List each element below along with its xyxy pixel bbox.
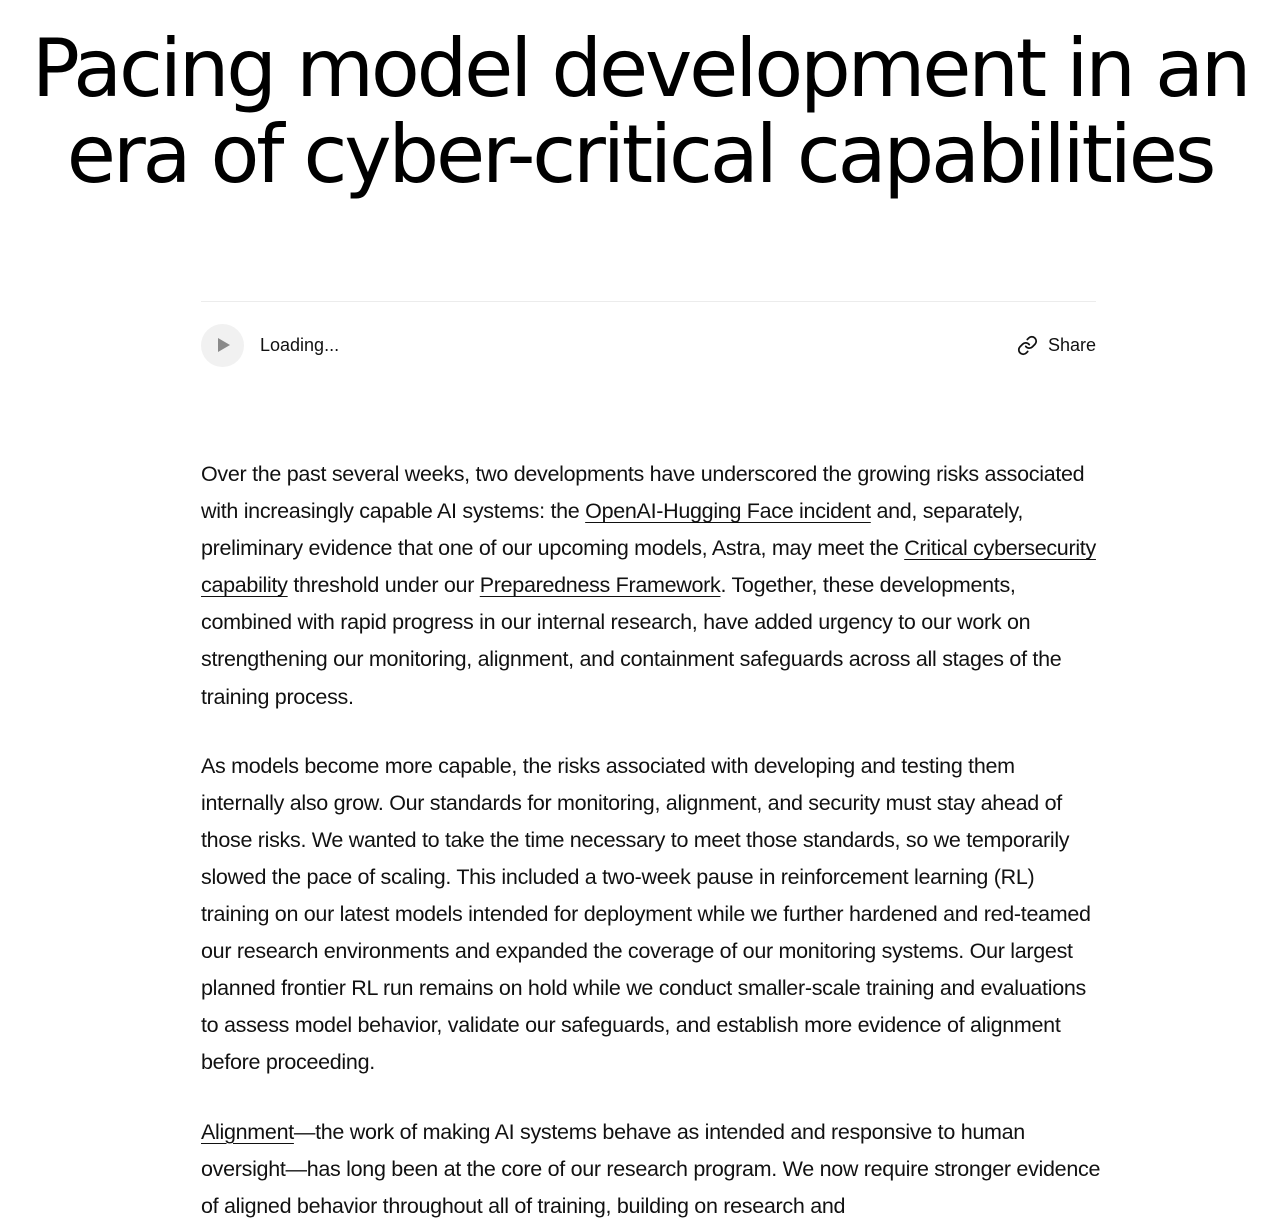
article-body — [201, 456, 1101, 1224]
link-alignment[interactable]: Alignment — [201, 1119, 294, 1144]
paragraph-text: . Together, these developments, combined with rapid progress in our internal research, have added urgency to our work on strengthening our monitoring, alignment, and containment safeguards across all stages of the training process. — [201, 573, 1062, 709]
share-label: Share — [1047, 334, 1096, 355]
paragraph-2: As models become more capable, the risks associated with developing and testing them internally also grow. Our standards for monitoring, alignment, and security must stay ahead of those risks. We wanted to take the time necessary to meet those standards, so we temporarily slowed the pace of scaling. This included a two-week pause in reinforcement learning (RL) training on our latest models intended for deployment while we further hardened and red-teamed our research environments and expanded the coverage of our monitoring systems. Our largest planned frontier RL run remains on hold while we conduct smaller-scale training and evaluations to assess model behavior, validate our safeguards, and establish more evidence of alignment before proceeding. — [201, 753, 1091, 1075]
link-critical-cybersecurity-capability[interactable]: Critical cybersecurity capability — [201, 536, 1096, 598]
link-openai-hugging-face-incident[interactable]: OpenAI-Hugging Face incident — [585, 499, 871, 524]
play-button[interactable] — [201, 324, 244, 367]
paragraph-text: threshold under our — [287, 573, 480, 598]
paragraph-text: —the work of making AI systems behave as intended and responsive to human oversight—has long been at the core of our research program. We now require stronger evidence of aligned behavior throughout all of training, building on research and — [201, 1119, 1101, 1218]
link-preparedness-framework[interactable]: Preparedness Framework — [479, 573, 721, 598]
audio-status: Loading... — [260, 334, 340, 355]
audio-toolbar — [201, 323, 1096, 367]
divider — [201, 301, 1096, 302]
audio-player — [201, 324, 339, 367]
paragraph-3 — [201, 1114, 1101, 1224]
page-title: Pacing model development in an era of cyber-critical capabilities — [31, 22, 1249, 201]
link-icon — [1017, 335, 1038, 356]
paragraph-text: and, separately, preliminary evidence that one of our upcoming models, Astra, may meet the — [201, 499, 1024, 561]
paragraph-text: Over the past several weeks, two developments have underscored the growing risks associated with increasingly capable AI systems: the — [201, 462, 1085, 524]
share-button[interactable] — [1017, 335, 1096, 356]
paragraph-1 — [201, 456, 1101, 716]
play-icon — [217, 337, 231, 353]
